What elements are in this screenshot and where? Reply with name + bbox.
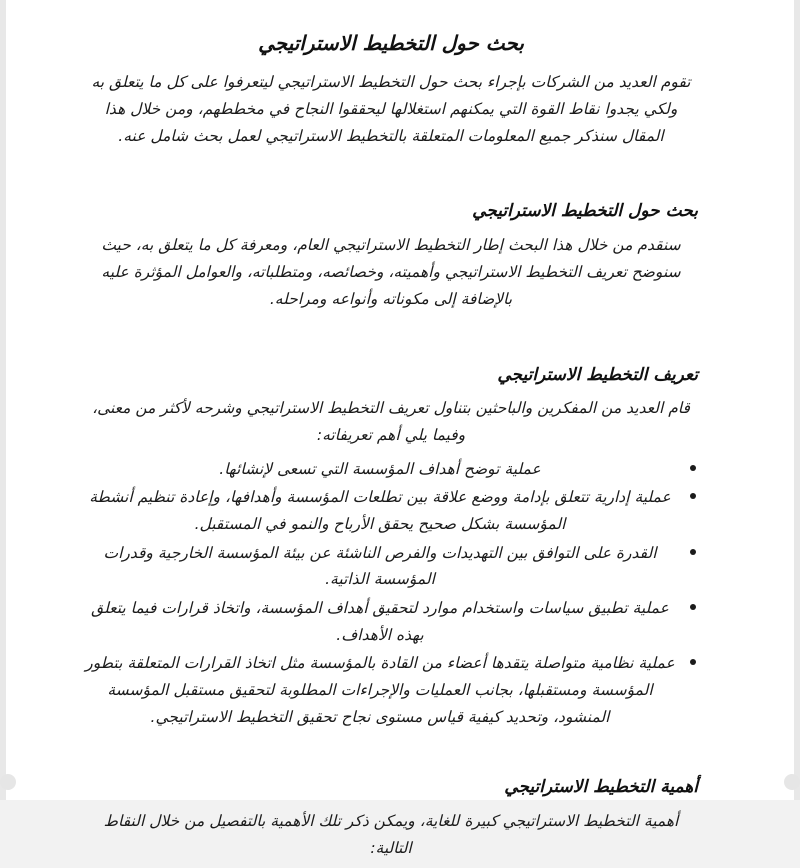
section-paragraph-importance: أهمية التخطيط الاستراتيجي كبيرة للغاية، ويمكن ذكر تلك الأهمية بالتفصيل من خلال النقاط التالية: (103, 811, 679, 858)
list-item (84, 484, 698, 537)
bullet-dot-icon (690, 549, 696, 555)
section-spacer (84, 156, 698, 174)
bullet-dot-icon (690, 465, 696, 471)
document-content (84, 30, 698, 868)
page-corner-bottom-right (784, 774, 800, 790)
document-title: بحث حول التخطيط الاستراتيجي (258, 31, 524, 55)
section-heading-overview: بحث حول التخطيط الاستراتيجي (472, 201, 698, 222)
section-paragraph-overview: سنقدم من خلال هذا البحث إطار التخطيط الاستراتيجي العام، ومعرفة كل ما يتعلق به، حيث سنوضح تعريف التخطيط الاستراتيجي وأهميته، وخصائصه، ومتطلباته، والعوامل المؤثرة عليه بالإضافة إلى مكوناته وأنواعه ومراحله. (101, 236, 681, 309)
list-item (84, 540, 698, 593)
page-corner-bottom-left (0, 774, 16, 790)
list-item-text: عملية نظامية متواصلة يتقدها أعضاء من القادة بالمؤسسة مثل اتخاذ القرارات المتعلقة بتطور المؤسسة ومستقبلها، بجانب العمليات والإجراءات المطلوبة لتحقيق مستقبل المؤسسة المنشود، وتحديد كيفية قياس مستوى نجاح تحقيق التخطيط الاستراتيجي. (85, 654, 675, 726)
list-item (84, 456, 698, 483)
list-item-text: عملية إدارية تتعلق بإدامة ووضع علاقة بين تطلعات المؤسسة وأهدافها، وإعادة تنظيم أنشطة المؤسسة بشكل صحيح يحقق الأرباح والنمو في المستقبل. (89, 488, 671, 533)
section-heading-importance: أهمية التخطيط الاستراتيجي (504, 777, 698, 798)
bullet-dot-icon (690, 493, 696, 499)
list-item-text: عملية توضح أهداف المؤسسة التي تسعى لإنشائها. (219, 459, 541, 478)
list-item-text: عملية تطبيق سياسات واستخدام موارد لتحقيق أهداف المؤسسة، واتخاذ قرارات فيما يتعلق بهذه الأهداف. (91, 598, 669, 644)
intro-paragraph: تقوم العديد من الشركات بإجراء بحث حول التخطيط الاستراتيجي ليتعرفوا على كل ما يتعلق به ولكي يجدوا نقاط القوة التي يمكنهم استغلالها ليحققوا النجاح في مخططهم، ومن خلال هذا المقال سنذكر جميع المعلومات المتعلقة بالتخطيط الاستراتيجي لعمل بحث شامل عنه. (91, 73, 691, 146)
bullet-dot-icon (690, 604, 696, 610)
list-item-text: القدرة على التوافق بين التهديدات والفرص الناشئة عن بيئة المؤسسة الخارجية وقدرات المؤسسة الذاتية. (103, 543, 657, 589)
section-paragraph-definition: قام العديد من المفكرين والباحثين بتناول تعريف التخطيط الاستراتيجي وشرحه لأكثر من معنى، وفيما يلي أهم تعريفاته: (92, 399, 690, 445)
page-gutter-right (794, 0, 800, 800)
bullet-dot-icon (690, 659, 696, 665)
document-page (6, 0, 794, 858)
section-spacer (84, 320, 698, 338)
list-item (84, 650, 698, 730)
section-heading-definition: تعريف التخطيط الاستراتيجي (497, 364, 698, 385)
list-item (84, 595, 698, 648)
section-spacer (84, 732, 698, 750)
definition-bullet-list (84, 456, 698, 731)
